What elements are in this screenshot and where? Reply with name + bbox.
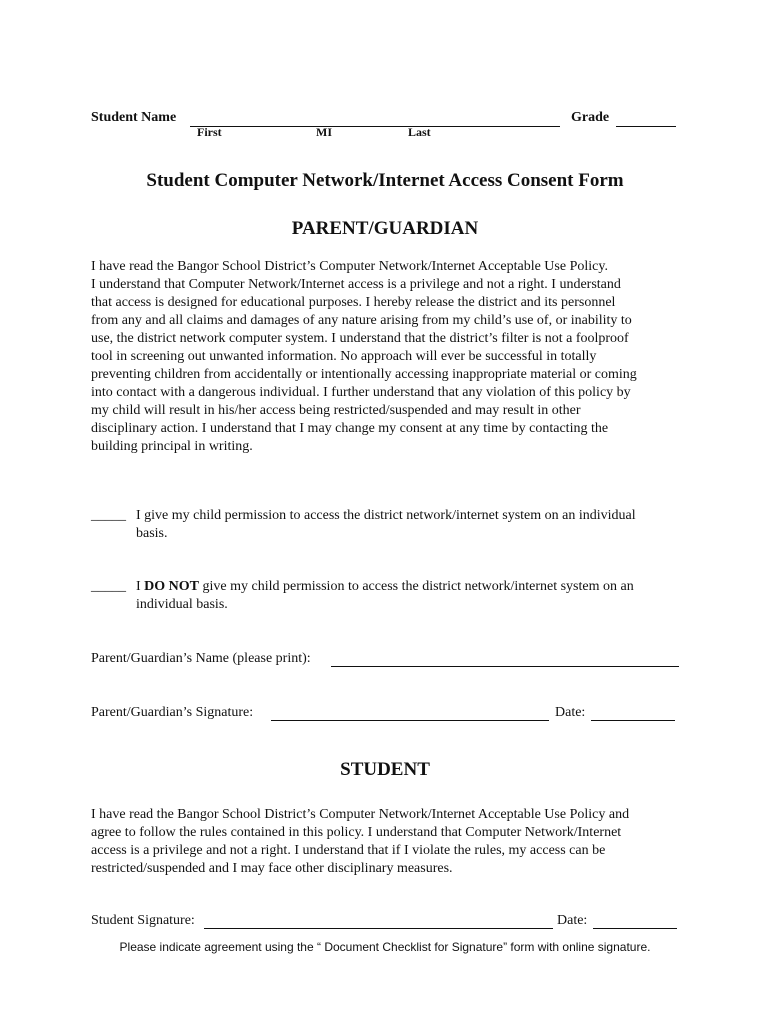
- student-agreement-paragraph: [91, 806, 691, 878]
- paragraph-line: use, the district network computer system. I understand that the district’s filter is not a foolproof: [91, 331, 629, 346]
- paragraph-line: I have read the Bangor School District’s Computer Network/Internet Acceptable Use Policy and: [91, 807, 630, 822]
- deny-permission-blank[interactable]: _____: [91, 579, 126, 594]
- paragraph-line: I have read the Bangor School District’s Computer Network/Internet Acceptable Use Policy.: [91, 259, 608, 274]
- parent-signature-field[interactable]: [271, 720, 549, 721]
- student-date-field[interactable]: [593, 928, 677, 929]
- give-permission-text: I give my child permission to access the district network/internet system on an individual: [136, 508, 636, 523]
- middle-initial-caption: MI: [316, 125, 332, 139]
- give-permission-blank[interactable]: _____: [91, 508, 126, 523]
- paragraph-line: access is a privilege and not a right. I understand that if I violate the rules, my access can be: [91, 843, 606, 858]
- paragraph-line: restricted/suspended and I may face other disciplinary measures.: [91, 861, 453, 876]
- parent-name-label: Parent/Guardian’s Name (please print):: [91, 651, 311, 666]
- student-name-label: Student Name: [91, 110, 177, 125]
- deny-permission-text: [136, 579, 634, 595]
- paragraph-line: tool in screening out unwanted information. No approach will ever be successful in totally: [91, 349, 597, 364]
- parent-guardian-heading: PARENT/GUARDIAN: [291, 218, 479, 239]
- paragraph-line: building principal in writing.: [91, 439, 253, 454]
- student-name-field[interactable]: [190, 126, 560, 127]
- paragraph-line: my child will result in his/her access being restricted/suspended and may result in other: [91, 403, 581, 418]
- parent-date-label: Date:: [555, 705, 586, 720]
- first-name-caption: First: [197, 125, 222, 139]
- parent-consent-paragraph: [91, 258, 691, 456]
- footer-note: Please indicate agreement using the “ Document Checklist for Signature” form with online signature.: [119, 940, 651, 954]
- give-permission-text-cont: basis.: [136, 526, 168, 541]
- deny-rest: give my child permission to access the district network/internet system on an: [202, 579, 634, 594]
- do-not-emphasis: DO NOT: [144, 579, 200, 594]
- paragraph-line: into contact with a dangerous individual. I further understand that any violation of this policy by: [91, 385, 631, 400]
- paragraph-line: from any and all claims and damages of any nature arising from my child’s use of, or inability to: [91, 313, 632, 328]
- student-heading: STUDENT: [340, 759, 430, 780]
- paragraph-line: agree to follow the rules contained in this policy. I understand that Computer Network/Internet: [91, 825, 622, 840]
- deny-prefix: I: [136, 579, 141, 594]
- paragraph-line: disciplinary action. I understand that I may change my consent at any time by contacting the: [91, 421, 609, 436]
- parent-date-field[interactable]: [591, 720, 675, 721]
- form-title: Student Computer Network/Internet Access Consent Form: [146, 170, 624, 191]
- last-name-caption: Last: [408, 125, 431, 139]
- grade-field[interactable]: [616, 126, 676, 127]
- deny-permission-text-cont: individual basis.: [136, 597, 228, 612]
- parent-signature-label: Parent/Guardian’s Signature:: [91, 705, 254, 720]
- paragraph-line: I understand that Computer Network/Internet access is a privilege and not a right. I understand: [91, 277, 621, 292]
- grade-label: Grade: [571, 110, 610, 125]
- paragraph-line: that access is designed for educational purposes. I hereby release the district and its personnel: [91, 295, 616, 310]
- student-date-label: Date:: [557, 913, 588, 928]
- paragraph-line: preventing children from accidentally or intentionally accessing inappropriate material or coming: [91, 367, 637, 382]
- student-signature-field[interactable]: [204, 928, 553, 929]
- student-signature-label: Student Signature:: [91, 913, 195, 928]
- parent-name-field[interactable]: [331, 666, 679, 667]
